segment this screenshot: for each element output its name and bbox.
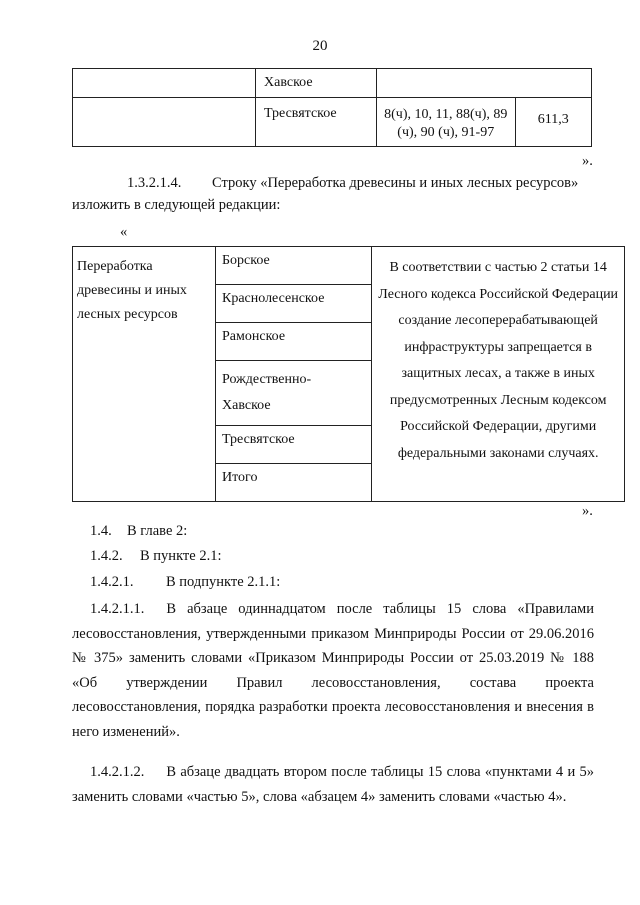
opening-quote: « <box>120 224 128 240</box>
paragraph-text: В абзаце одиннадцатом после таблицы 15 слова «Правилами лесовосстановления, утвержденными приказом Минприроды России от 29.06.2016 № 375» заменить словами «Приказом Минприроды России от 25.03.2019 № 188 «Об утверждении Правил лесовосстановления, состава проекта лесовосстановления, порядка разработки проекта лесовосстановления и внесения в него изменений». <box>72 601 594 740</box>
item-number: 1.4.2.1. <box>90 574 134 590</box>
table-cell: Хавское <box>256 69 377 98</box>
paragraph-text: В пункте 2.1: <box>140 548 222 564</box>
item-number: 1.4.2. <box>90 548 123 564</box>
paragraph-1-4-2-1-1 <box>72 597 594 744</box>
table-row <box>73 98 592 147</box>
paragraph-text: Строку «Переработка древесины и иных лесных ресурсов» <box>212 175 579 191</box>
paragraph-text: В главе 2: <box>127 523 188 539</box>
table-cell: 8(ч), 10, 11, 88(ч), 89 (ч), 90 (ч), 91-97 <box>377 98 516 147</box>
table-cell: Переработка древесины и иных лесных ресурсов <box>73 247 216 502</box>
item-number: 1.4.2.1.1. <box>90 601 145 617</box>
paragraph-text: В абзаце двадцать втором после таблицы 15 слова «пунктами 4 и 5» заменить словами «частью 5», слова «абзацем 4» заменить словами «частью 4». <box>72 764 594 805</box>
table-row <box>73 69 592 98</box>
item-number: 1.3.2.1.4. <box>127 175 182 191</box>
table-cell: Рождественно-Хавское <box>216 361 372 426</box>
paragraph-1-4-2-1-2 <box>72 760 594 809</box>
processing-table <box>72 246 625 502</box>
table-cell: Краснолесенское <box>216 285 372 323</box>
paragraph-text: В подпункте 2.1.1: <box>166 574 281 590</box>
item-number: 1.4. <box>90 523 112 539</box>
table-cell: Итого <box>216 463 372 501</box>
table-cell: 611,3 <box>515 98 592 147</box>
table-cell: Рамонское <box>216 323 372 361</box>
closing-quote: ». <box>582 153 593 169</box>
item-number: 1.4.2.1.2. <box>90 764 145 780</box>
paragraph-text: изложить в следующей редакции: <box>72 197 281 213</box>
closing-quote: ». <box>582 503 593 519</box>
table-row <box>73 247 625 285</box>
continuation-table <box>72 68 592 147</box>
page-number: 20 <box>312 38 328 54</box>
table-cell: Борское <box>216 247 372 285</box>
table-cell: Тресвятское <box>256 98 377 147</box>
table-cell: Тресвятское <box>216 425 372 463</box>
table-cell: В соответствии с частью 2 статьи 14 Лесного кодекса Российской Федерации создание лесоперерабатывающей инфраструктуры запрещается в защитных лесах, а также в иных предусмотренных Лесным кодексом Российской Федерации, другими федеральными законами случаях. <box>372 247 625 502</box>
